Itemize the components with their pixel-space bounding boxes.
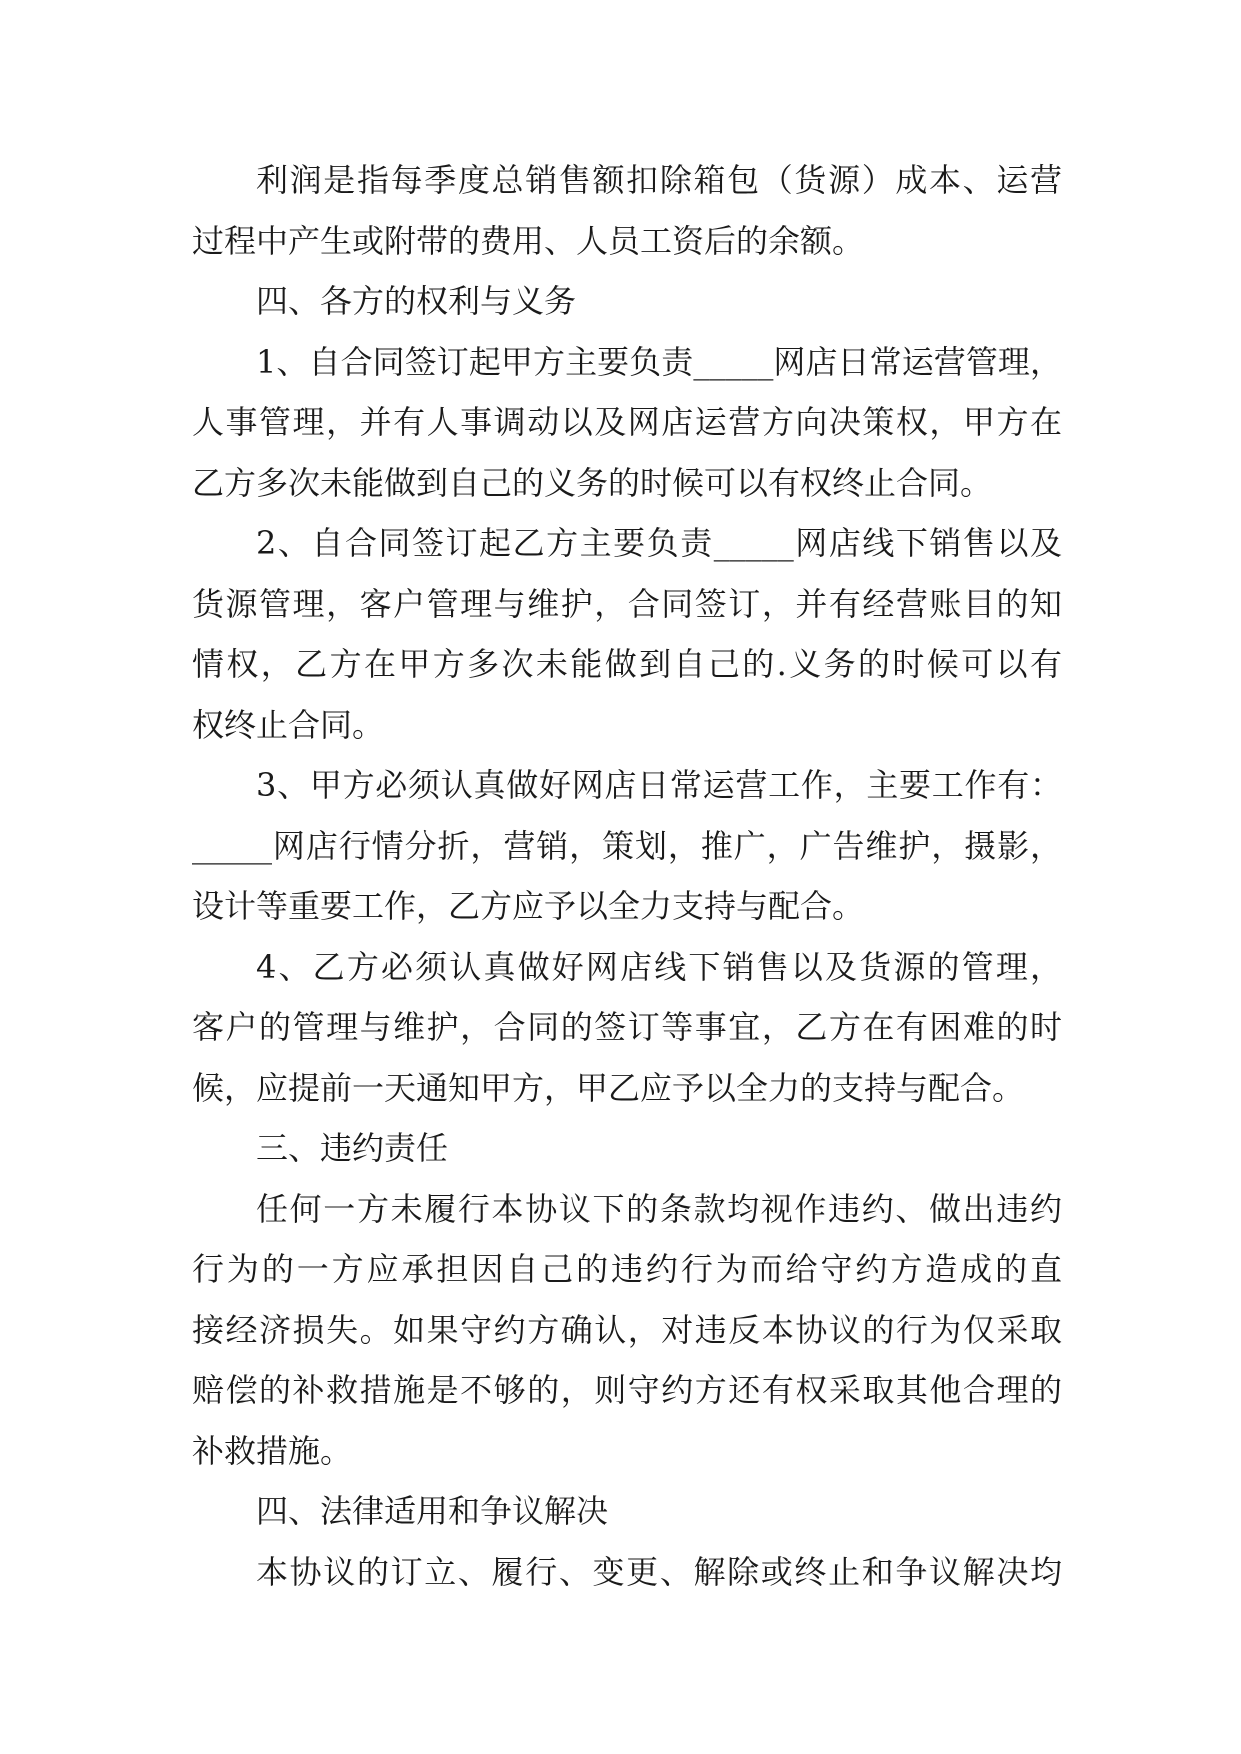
paragraph-line: 本协议的订立、履行、变更、解除或终止和争议解决均 (256, 1552, 1062, 1591)
paragraph-line: 1、自合同签订起甲方主要负责_____网店日常运营管理， (256, 342, 1062, 381)
paragraph-line: 任何一方未履行本协议下的条款均视作违约、做出违约 (256, 1189, 1062, 1228)
paragraph-line: _____网店行情分折，营销，策划，推广，广告维护，摄影， (192, 826, 1062, 865)
paragraph-line: 3、甲方必须认真做好网店日常运营工作，主要工作有： (256, 766, 1062, 804)
paragraph-line: 接经济损失。如果守约方确认，对违反本协议的行为仅采取 (192, 1310, 1062, 1349)
paragraph-line: 补救措施。 (192, 1431, 353, 1470)
paragraph-line: 候，应提前一天通知甲方，甲乙应予以全力的支持与配合。 (192, 1068, 1025, 1107)
paragraph-line: 过程中产生或附带的费用、人员工资后的余额。 (192, 221, 865, 260)
paragraph-line: 货源管理，客户管理与维护，合同签订，并有经营账目的知 (192, 584, 1062, 623)
paragraph-line: 人事管理，并有人事调动以及网店运营方向决策权，甲方在 (192, 403, 1062, 441)
section-heading: 四、法律适用和争议解决 (256, 1492, 609, 1530)
paragraph-line: 行为的一方应承担因自己的违约行为而给守约方造成的直 (192, 1250, 1062, 1288)
paragraph-line: 利润是指每季度总销售额扣除箱包（货源）成本、运营 (256, 161, 1062, 199)
paragraph-line: 客户的管理与维护，合同的签订等事宜，乙方在有困难的时 (192, 1008, 1062, 1046)
paragraph-line: 乙方多次未能做到自己的义务的时候可以有权终止合同。 (192, 463, 993, 502)
section-heading: 四、各方的权利与义务 (256, 282, 577, 320)
paragraph-line: 设计等重要工作，乙方应予以全力支持与配合。 (192, 887, 865, 925)
paragraph-line: 权终止合同。 (192, 705, 385, 744)
paragraph-line: 4、乙方必须认真做好网店线下销售以及货源的管理， (256, 947, 1062, 986)
paragraph-line: 赔偿的补救措施是不够的，则守约方还有权采取其他合理的 (192, 1371, 1062, 1409)
document-page (192, 150, 1062, 1602)
section-heading: 三、违约责任 (256, 1129, 449, 1167)
paragraph-line: 2、自合同签订起乙方主要负责_____网店线下销售以及 (256, 524, 1062, 562)
paragraph-line: 情权，乙方在甲方多次未能做到自己的.义务的时候可以有 (192, 645, 1062, 683)
